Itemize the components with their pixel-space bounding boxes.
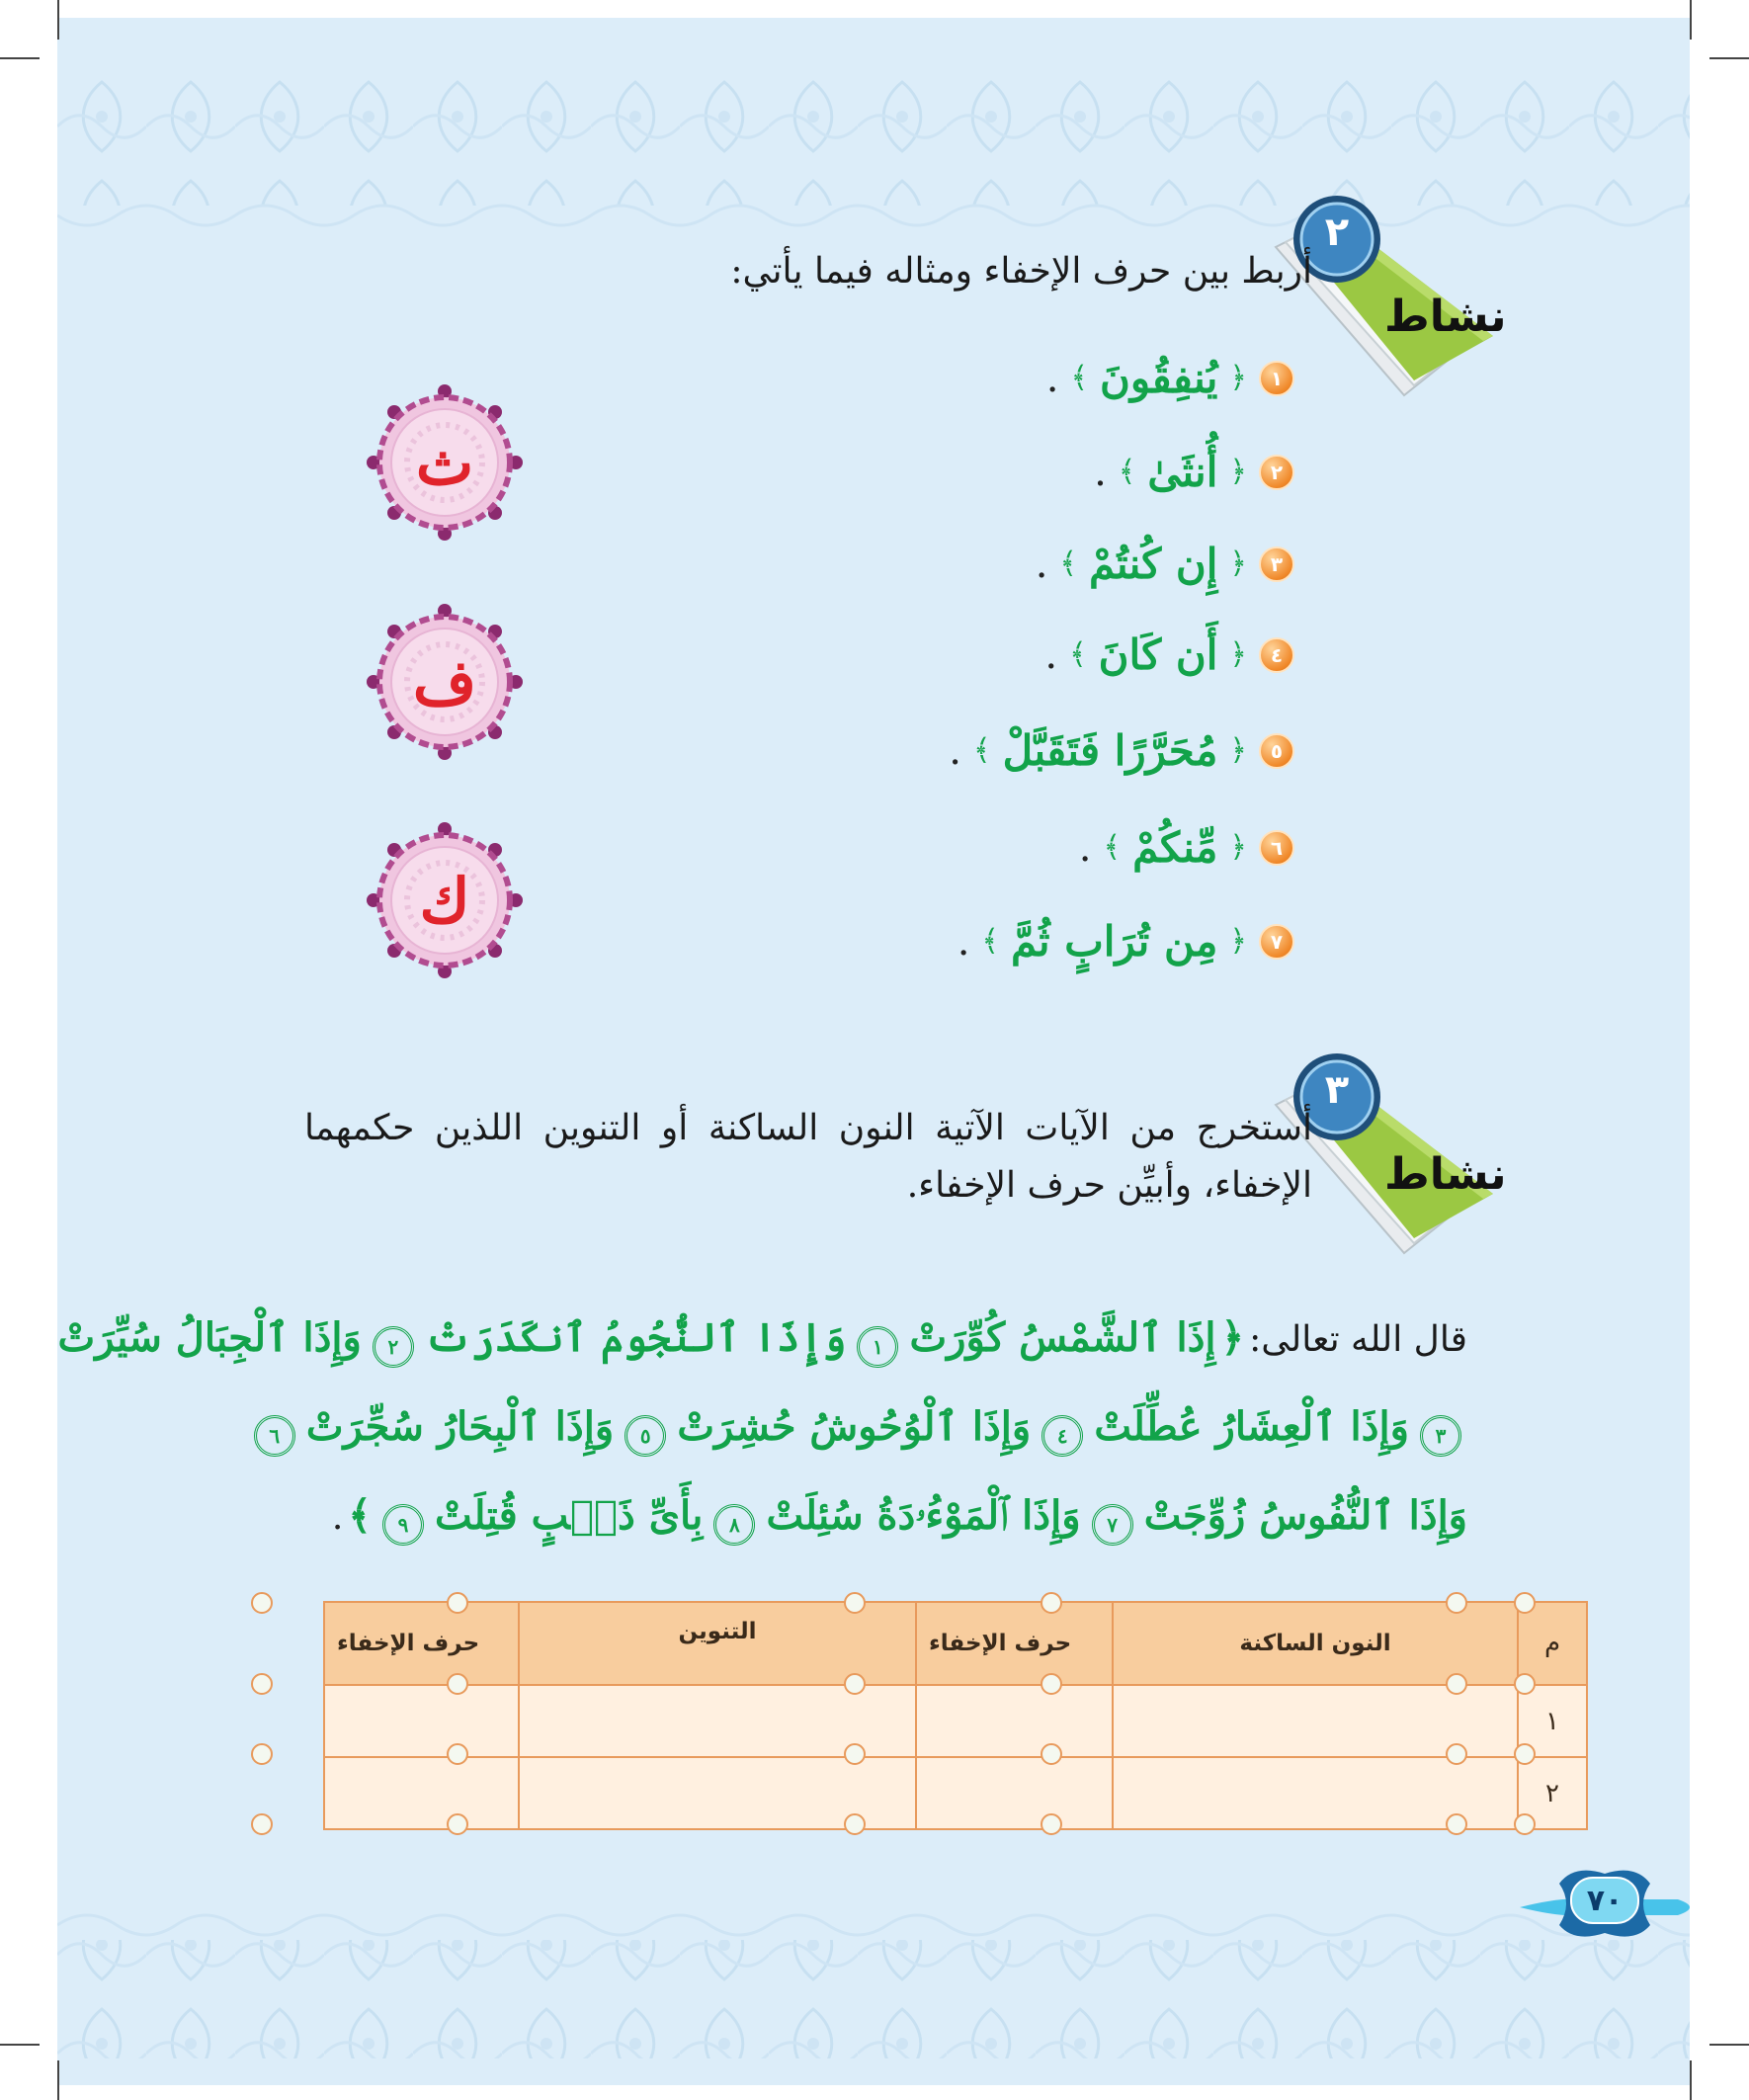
ayah-number: ٧ <box>1092 1504 1133 1546</box>
item-number: ٧ <box>1259 924 1294 960</box>
ayah-number: ٤ <box>1041 1415 1083 1457</box>
grid-node <box>844 1743 866 1765</box>
grid-node <box>1514 1592 1536 1614</box>
period: . <box>331 1497 344 1538</box>
header-noon-sakina: النون الساكنة <box>1112 1601 1519 1686</box>
answer-cell-letter-1[interactable] <box>915 1684 1114 1758</box>
close-bracket: ﴾ <box>981 924 999 959</box>
close-bracket: ﴾ <box>1103 830 1122 865</box>
verse-text: يُنفِقُونَ <box>1100 354 1218 402</box>
period: . <box>1045 355 1059 401</box>
letter-option-kaf[interactable] <box>366 821 524 979</box>
grid-node <box>1446 1592 1467 1614</box>
grid-node <box>1041 1592 1062 1614</box>
ayah-number: ٢ <box>373 1326 414 1368</box>
grid-node <box>1041 1673 1062 1695</box>
period: . <box>1044 631 1058 678</box>
item-number: ٢ <box>1259 455 1294 490</box>
ayah-text: إِذَا ٱلشَّمْسُ كُوِّرَتْ <box>909 1314 1216 1361</box>
crop-mark <box>0 57 40 59</box>
grid-node <box>844 1813 866 1835</box>
crop-mark <box>57 0 59 40</box>
answer-table <box>262 1603 1588 1830</box>
close-bracket: ﴾ <box>1118 455 1136 489</box>
grid-node <box>251 1592 273 1614</box>
close-bracket: ﴾ <box>1069 637 1087 672</box>
ayah-number: ٥ <box>625 1415 666 1457</box>
open-bracket: ﴿ <box>1229 924 1247 959</box>
verse-text: مِّنكُمْ <box>1132 823 1218 872</box>
grid-node <box>1041 1743 1062 1765</box>
close-bracket: ﴾ <box>1059 546 1077 581</box>
period: . <box>1078 824 1092 871</box>
item-number: ٤ <box>1259 637 1294 673</box>
grid-node <box>447 1673 468 1695</box>
list-item <box>1036 540 1294 588</box>
quran-line-2 <box>269 1386 1467 1475</box>
crop-mark <box>1690 0 1692 40</box>
crop-mark <box>0 2044 40 2046</box>
activity-2-instruction: أربط بين حرف الإخفاء ومثاله فيما يأتي: <box>730 251 1312 292</box>
grid-node <box>1514 1813 1536 1835</box>
list-item <box>949 726 1294 775</box>
row-number: ٢ <box>1517 1756 1588 1830</box>
list-item <box>1094 448 1294 496</box>
header-ikhfa-letter-1: حرف الإخفاء <box>915 1601 1114 1686</box>
instruction-line-1: أستخرج من الآيات الآتية النون الساكنة أو التنوين اللذين حكمهما <box>304 1108 1312 1148</box>
ayah-text: وَإِذَا ٱلْمَوْءُۥدَةُ سُئِلَتْ <box>766 1492 1081 1539</box>
activity-3-instruction <box>304 1100 1312 1215</box>
textbook-page <box>57 18 1690 2085</box>
open-bracket: ﴿ <box>1229 733 1247 768</box>
list-item <box>958 917 1294 966</box>
header-m: م <box>1517 1601 1588 1686</box>
grid-node <box>1514 1673 1536 1695</box>
grid-node <box>251 1743 273 1765</box>
row-number: ١ <box>1517 1684 1588 1758</box>
item-number: ٥ <box>1259 733 1294 769</box>
ayah-text: بِأَىِّ ذَنۢبٍ قُتِلَتْ <box>435 1492 704 1539</box>
item-number: ١ <box>1259 361 1294 396</box>
crop-mark <box>1709 57 1749 59</box>
close-bracket: ﴾ <box>973 733 991 768</box>
grid-node <box>251 1813 273 1835</box>
verse-text: أُنثَىٰ <box>1147 448 1218 496</box>
quran-passage <box>57 1298 1467 1564</box>
crop-mark <box>57 2060 59 2100</box>
period: . <box>949 727 961 774</box>
grid-node <box>1514 1743 1536 1765</box>
page-number-badge <box>1520 1864 1690 1947</box>
open-bracket: ﴿ <box>1229 546 1247 581</box>
open-bracket: ﴿ <box>1220 1314 1245 1361</box>
ayah-text: وَإِذَا ٱلنُّفُوسُ زُوِّجَتْ <box>1143 1492 1467 1539</box>
open-bracket: ﴿ <box>1229 361 1247 395</box>
letter-option-fa[interactable] <box>366 603 524 761</box>
ayah-text: وَإِذَا ٱلنُّجُومُ ٱنكَدَرَتْ <box>425 1314 847 1361</box>
ayah-number: ١ <box>857 1326 898 1368</box>
activity-number: ٢ <box>1324 210 1350 255</box>
open-bracket: ﴿ <box>1229 830 1247 865</box>
grid-node <box>1041 1813 1062 1835</box>
ayah-number: ٦ <box>254 1415 295 1457</box>
activity-label: نشاط <box>1384 292 1507 342</box>
letter-text: ك <box>419 864 470 937</box>
verse-text: مُحَرَّرًا فَتَقَبَّلْ <box>1002 726 1218 775</box>
period: . <box>1035 541 1048 587</box>
grid-node <box>447 1813 468 1835</box>
answer-cell-letter-1[interactable] <box>915 1756 1114 1830</box>
ayah-number: ٣ <box>1420 1415 1461 1457</box>
verse-text: مِن تُرَابٍ ثُمَّ <box>1010 917 1218 966</box>
verse-text: إِن كُنتُمْ <box>1088 540 1218 588</box>
answer-cell-letter-2[interactable] <box>323 1756 520 1830</box>
grid-node <box>1446 1743 1467 1765</box>
crop-mark <box>1709 2044 1749 2046</box>
list-item <box>1044 630 1294 679</box>
grid-node <box>844 1673 866 1695</box>
activity-label: نشاط <box>1384 1149 1507 1200</box>
grid-node <box>844 1592 866 1614</box>
grid-node <box>447 1743 468 1765</box>
letter-text: ف <box>412 645 477 718</box>
quran-line-3 <box>272 1475 1467 1564</box>
ayah-text: وَإِذَا ٱلْجِبَالُ سُيِّرَتْ <box>57 1314 362 1361</box>
close-bracket: ﴾ <box>348 1492 372 1539</box>
open-bracket: ﴿ <box>1229 455 1247 489</box>
letter-text: ث <box>415 426 474 499</box>
ayah-text: وَإِذَا ٱلْوُحُوشُ حُشِرَتْ <box>677 1403 1032 1450</box>
list-item <box>1079 823 1294 872</box>
grid-node <box>1446 1813 1467 1835</box>
grid-node <box>251 1673 273 1695</box>
page-number: ٧٠ <box>1586 1883 1624 1918</box>
period: . <box>957 918 970 965</box>
open-bracket: ﴿ <box>1229 637 1247 672</box>
close-bracket: ﴾ <box>1070 361 1089 395</box>
period: . <box>1094 449 1107 495</box>
quran-line-1 <box>57 1298 1467 1386</box>
item-number: ٦ <box>1259 830 1294 866</box>
activity-number: ٣ <box>1324 1067 1350 1113</box>
instruction-line-2: الإخفاء، وأبيِّن حرف الإخفاء. <box>906 1165 1312 1206</box>
verse-text: أَن كَانَ <box>1098 630 1218 679</box>
grid-node <box>1446 1673 1467 1695</box>
bottom-ornament-pattern <box>57 1905 1690 2063</box>
ayah-number: ٩ <box>382 1504 424 1546</box>
header-tanween: التنوين <box>518 1601 917 1686</box>
header-ikhfa-letter-2: حرف الإخفاء <box>323 1601 520 1686</box>
quran-intro: قال الله تعالى: <box>1249 1319 1467 1360</box>
item-number: ٣ <box>1259 546 1294 582</box>
ayah-text: وَإِذَا ٱلْبِحَارُ سُجِّرَتْ <box>305 1403 615 1450</box>
crop-mark <box>1690 2060 1692 2100</box>
answer-cell-letter-2[interactable] <box>323 1684 520 1758</box>
list-item <box>1046 354 1294 402</box>
ayah-text: وَإِذَا ٱلْعِشَارُ عُطِّلَتْ <box>1094 1403 1409 1450</box>
letter-option-tha[interactable] <box>366 383 524 542</box>
ayah-number: ٨ <box>713 1504 755 1546</box>
grid-node <box>447 1592 468 1614</box>
